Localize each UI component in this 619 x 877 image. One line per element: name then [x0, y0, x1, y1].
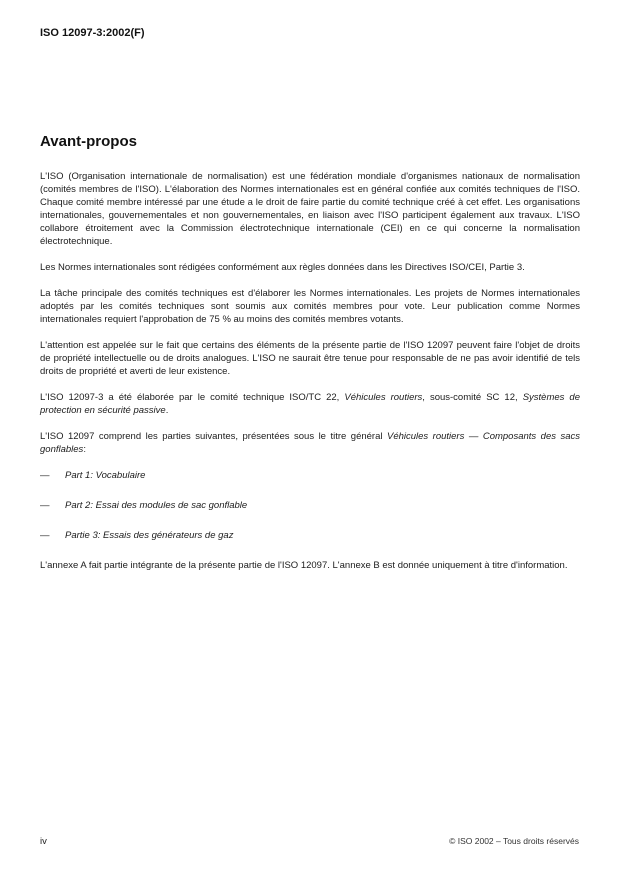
list-item-part-3 — [40, 529, 580, 542]
paragraph-parts-intro: L'ISO 12097 comprend les parties suivantes, présentées sous le titre général Véhicules routiers — Composants des sacs gonflables: — [40, 431, 580, 455]
copyright-notice: © ISO 2002 – Tous droits réservés — [449, 836, 579, 846]
document-reference: ISO 12097-3:2002(F) — [40, 27, 145, 39]
paragraph-annexes: L'annexe A fait partie intégrante de la présente partie de l'ISO 12097. L'annexe B est donnée uniquement à titre d'information. — [40, 560, 568, 571]
dash-bullet: — — [40, 470, 50, 481]
list-item-part-2 — [40, 499, 580, 512]
section-title: Avant-propos — [40, 133, 137, 150]
paragraph-directives: Les Normes internationales sont rédigées conformément aux règles données dans les Directives ISO/CEI, Partie 3. — [40, 262, 525, 273]
dash-bullet: — — [40, 500, 50, 511]
paragraph-committees-task: La tâche principale des comités techniques est d'élaborer les Normes internationales. Les projets de Normes internationales adoptés par les comités techniques sont soumis aux comités membres pour vote. Leur publication comme Normes internationales requiert l'approbation de 75 % au moins des comités membres votants. — [40, 288, 580, 325]
paragraph-iso-description: L'ISO (Organisation internationale de normalisation) est une fédération mondiale d'organismes nationaux de normalisation (comités membres de l'ISO). L'élaboration des Normes internationales est en général confiée aux comités techniques de l'ISO. Chaque comité membre intéressé par une étude a le droit de faire partie du comité technique créé à cet effet. Les organisations internationales, gouvernementales et non gouvernementales, en liaison avec l'ISO participent également aux travaux. L'ISO collabore étroitement avec la Commission électrotechnique internationale (CEI) en ce qui concerne la normalisation électrotechnique. — [40, 171, 580, 247]
paragraph-patent-rights: L'attention est appelée sur le fait que certains des éléments de la présente partie de l'ISO 12097 peuvent faire l'objet de droits de propriété intellectuelle ou de droits analogues. L'ISO ne saurait être tenue pour responsable de ne pas avoir identifié de tels droits de propriété et averti de leur existence. — [40, 340, 580, 377]
list-item-text: Part 1: Vocabulaire — [65, 470, 146, 481]
dash-bullet: — — [40, 530, 50, 541]
page-footer — [40, 836, 579, 847]
list-item-text: Partie 3: Essais des générateurs de gaz — [65, 530, 234, 541]
list-item-text: Part 2: Essai des modules de sac gonflable — [65, 500, 248, 511]
foreword-section — [40, 133, 580, 585]
list-item-part-1 — [40, 469, 580, 482]
parts-list — [40, 469, 580, 542]
paragraph-elaboration: L'ISO 12097-3 a été élaborée par le comité technique ISO/TC 22, Véhicules routiers, sous-comité SC 12, Systèmes de protection en sécurité passive. — [40, 392, 580, 416]
page-number: iv — [40, 836, 47, 847]
